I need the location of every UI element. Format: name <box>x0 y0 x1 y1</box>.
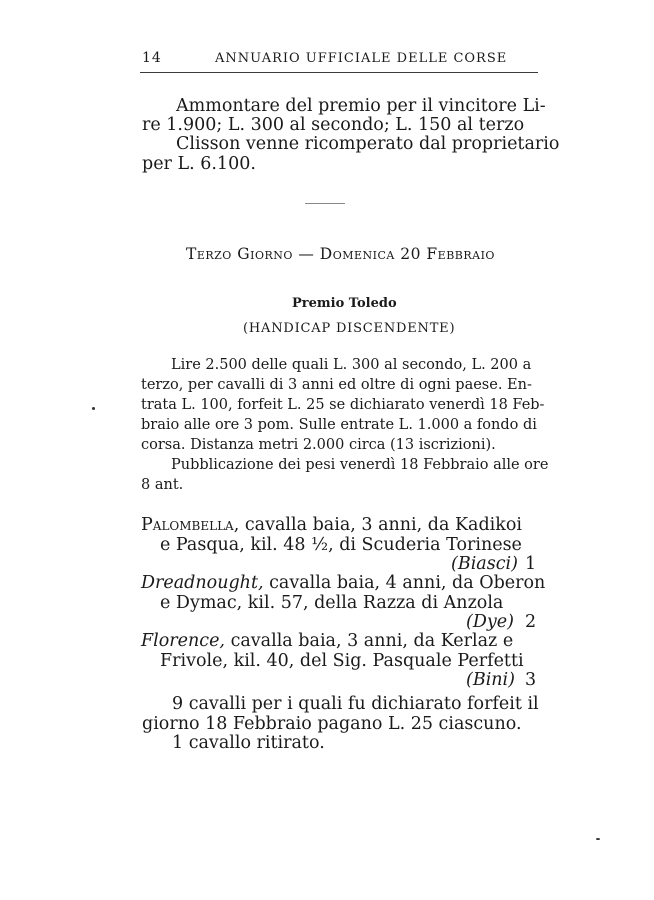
header-rule <box>140 72 538 73</box>
result-2-line-2: e Dymac, kil. 57, della Razza di Anzola <box>160 593 504 613</box>
result-3-horse: Florence, <box>141 631 225 651</box>
page-number: 14 <box>142 50 162 66</box>
top-paragraph-line-1: Ammontare del premio per il vincitore Li- <box>176 96 546 116</box>
result-1-line-1 <box>141 515 522 535</box>
scan-speck <box>92 407 95 410</box>
result-3-place: 3 <box>525 670 537 690</box>
result-1-jockey: (Biasci) <box>451 554 518 574</box>
result-1-horse: Palombella, <box>141 515 240 535</box>
section-separator <box>305 203 345 204</box>
running-title: ANNUARIO UFFICIALE DELLE CORSE <box>215 51 508 66</box>
closing-line-1: 9 cavalli per i quali fu dichiarato forfeit il <box>172 694 539 714</box>
race-type: (HANDICAP DISCENDENTE) <box>243 321 456 336</box>
closing-line-2: giorno 18 Febbraio pagano L. 25 ciascuno. <box>142 714 522 734</box>
result-2-jockey: (Dye) <box>466 612 514 632</box>
result-3-line-1 <box>141 631 513 651</box>
result-3-jockey: (Bini) <box>466 670 515 690</box>
conditions-line-3: trata L. 100, forfeit L. 25 se dichiarato venerdì 18 Feb- <box>141 397 545 413</box>
closing-line-3: 1 cavallo ritirato. <box>172 733 325 753</box>
result-1-line-2: e Pasqua, kil. 48 ½, di Scuderia Torinese <box>160 535 522 555</box>
race-name: Premio Toledo <box>292 296 397 311</box>
result-2-line-1 <box>141 573 545 593</box>
top-paragraph-line-2: re 1.900; L. 300 al secondo; L. 150 al terzo <box>142 115 525 135</box>
top-paragraph-line-3: Clisson venne ricomperato dal proprietario <box>176 134 560 154</box>
result-2-details: cavalla baia, 4 anni, da Oberon <box>263 573 546 593</box>
conditions-line-1: Lire 2.500 delle quali L. 300 al secondo, L. 200 a <box>171 357 532 373</box>
result-1-place: 1 <box>525 554 537 574</box>
day-heading: Terzo Giorno — Domenica 20 Febbraio <box>186 245 495 263</box>
conditions-line-6: Pubblicazione dei pesi venerdì 18 Febbraio alle ore <box>171 457 549 473</box>
result-2-horse: Dreadnought, <box>141 573 264 593</box>
conditions-line-4: braio alle ore 3 pom. Sulle entrate L. 1.000 a fondo di <box>141 417 537 433</box>
conditions-line-7: 8 ant. <box>141 477 184 493</box>
conditions-line-5: corsa. Distanza metri 2.000 circa (13 iscrizioni). <box>141 437 496 453</box>
result-3-details: cavalla baia, 3 anni, da Kerlaz e <box>225 631 514 651</box>
scan-speck <box>596 838 600 840</box>
result-2-place: 2 <box>525 612 537 632</box>
top-paragraph-line-4: per L. 6.100. <box>142 154 256 174</box>
result-3-line-2: Frivole, kil. 40, del Sig. Pasquale Perfetti <box>160 651 524 671</box>
conditions-line-2: terzo, per cavalli di 3 anni ed oltre di ogni paese. En- <box>141 377 532 393</box>
result-1-details: cavalla baia, 3 anni, da Kadikoi <box>239 515 523 535</box>
